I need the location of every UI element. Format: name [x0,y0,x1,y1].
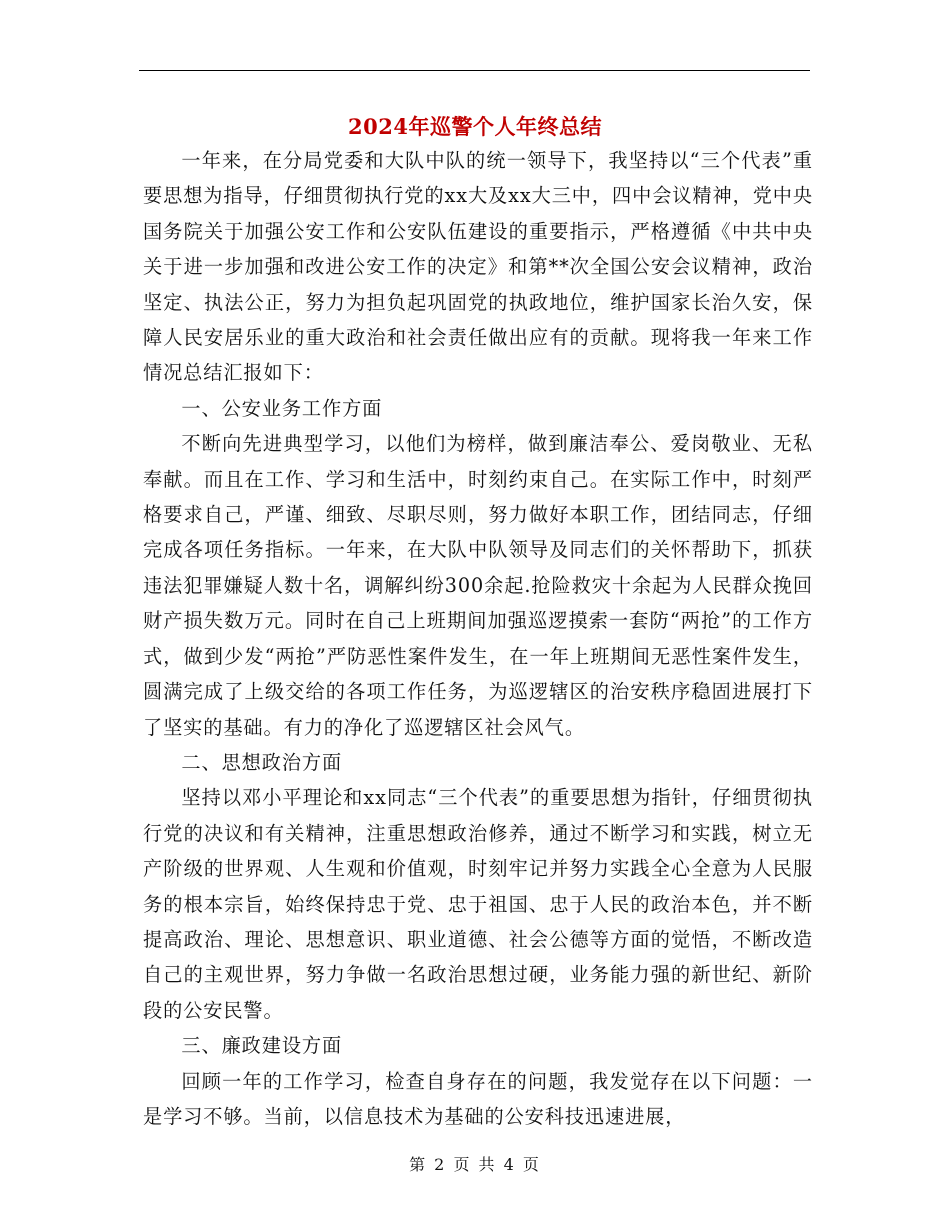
police-work-paragraph: 不断向先进典型学习，以他们为榜样，做到廉洁奉公、爱岗敬业、无私奉献。而且在工作、学习和生活中，时刻约束自己。在实际工作中，时刻严格要求自己，严谨、细致、尽职尽则，努力做好本职工作，团结同志，仔细完成各项任务指标。一年来，在大队中队领导及同志们的关怀帮助下，抓获违法犯罪嫌疑人数十名，调解纠纷300余起.抢险救灾十余起为人民群众挽回财产损失数万元。同时在自己上班期间加强巡逻摸索一套防“两抢”的工作方式，做到少发“两抢”严防恶性案件发生，在一年上班期间无恶性案件发生，圆满完成了上级交给的各项工作任务，为巡逻辖区的治安秩序稳固进展打下了坚实的基础。有力的净化了巡逻辖区社会风气。 [143,432,813,739]
header-rule [139,70,810,71]
section-heading-police-work: 一、公安业务工作方面 [181,396,383,420]
ideology-paragraph: 坚持以邓小平理论和xx同志“三个代表”的重要思想为指针，仔细贯彻执行党的决议和有关精神，注重思想政治修养，通过不断学习和实践，树立无产阶级的世界观、人生观和价值观，时刻牢记并努力实践全心全意为人民服务的根本宗旨，始终保持忠于党、忠于祖国、忠于人民的政治本色，并不断提高政治、理论、思想意识、职业道德、社会公德等方面的觉悟，不断改造自己的主观世界，努力争做一名政治思想过硬，业务能力强的新世纪、新阶段的公安民警。 [143,786,813,1022]
document-body [143,143,813,1134]
intro-paragraph: 一年来，在分局党委和大队中队的统一领导下，我坚持以“三个代表”重要思想为指导，仔细贯彻执行党的xx大及xx大三中，四中会议精神，党中央国务院关于加强公安工作和公安队伍建设的重要指示，严格遵循《中共中央关于进一步加强和改进公安工作的决定》和第**次全国公安会议精神，政治坚定、执法公正，努力为担负起巩固党的执政地位，维护国家长治久安，保障人民安居乐业的重大政治和社会责任做出应有的贡献。现将我一年来工作情况总结汇报如下： [143,149,813,385]
page-number-footer: 第 2 页 共 4 页 [409,1155,541,1174]
integrity-paragraph: 回顾一年的工作学习，检查自身存在的问题，我发觉存在以下问题：一是学习不够。当前，以信息技术为基础的公安科技迅速进展， [143,1069,813,1128]
document-title: 2024年巡警个人年终总结 [348,114,602,139]
section-heading-integrity: 三、廉政建设方面 [181,1034,343,1058]
section-heading-ideology: 二、思想政治方面 [181,750,343,774]
